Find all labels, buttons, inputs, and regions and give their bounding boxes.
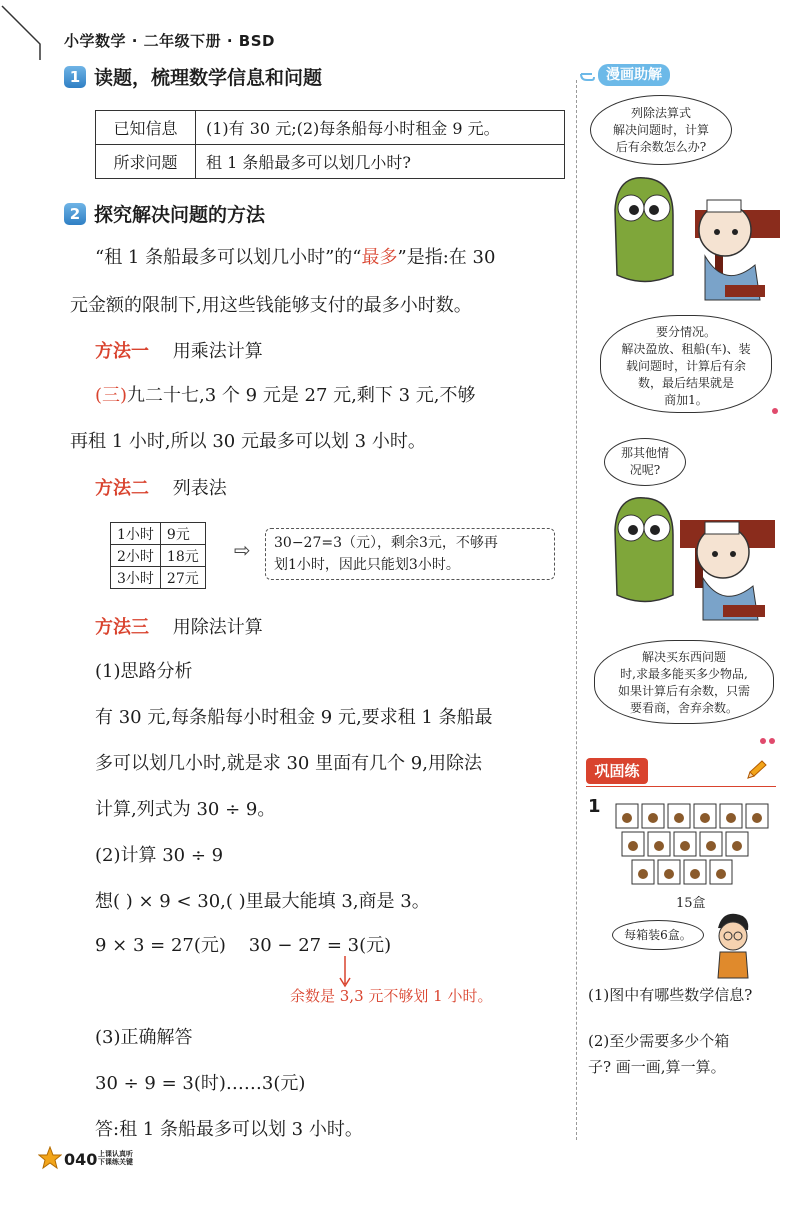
question-1: (1)图中有哪些数学信息?: [588, 986, 753, 1004]
page-corner-decoration: [0, 0, 60, 60]
speech-bubble-question: 列除法算式 解决问题时，计算 后有余数怎么办?: [590, 95, 732, 165]
page-number: 040: [64, 1150, 98, 1169]
info-value: (1)有 30 元;(2)每条船每小时租金 9 元。: [196, 111, 565, 145]
method-2-heading: 方法二 列表法: [95, 478, 227, 499]
highlight-word: 最多: [361, 247, 398, 268]
section-2-number: 2: [64, 203, 86, 225]
step-1-label: (1)思路分析: [95, 661, 193, 682]
info-key: 已知信息: [96, 111, 196, 145]
speech-bubble-other-cases: 那其他情 况呢?: [604, 438, 686, 486]
calc-line: 9 × 3 = 27(元) 30 − 27 = 3(元): [95, 935, 392, 956]
exercise-tag: 巩固练: [586, 758, 648, 784]
method-1-heading: 方法一 用乘法计算: [95, 341, 263, 362]
section-1-number: 1: [64, 66, 86, 88]
speech-bubble-shopping: 解决买东西问题 时,求最多能买多少物品, 如果计算后有余数，只需 要看商，舍弃余数。: [594, 640, 774, 724]
method-3-heading: 方法三 用除法计算: [95, 617, 263, 638]
decorative-dot: [772, 408, 778, 414]
comic-panel-1-illustration: [595, 170, 785, 325]
comic-help-tag: 漫画助解: [598, 64, 670, 86]
section-1-title: 读题，梳理数学信息和问题: [94, 67, 323, 89]
table-row: [96, 145, 565, 179]
known-info-table: [95, 110, 565, 179]
step-2-label: (2)计算 30 ÷ 9: [95, 845, 224, 866]
step-3-label: (3)正确解答: [95, 1027, 193, 1048]
question-2-line-1: (2)至少需要多少个箱: [588, 1032, 730, 1050]
think-line: 想( ) × 9 < 30,( )里最大能填 3,商是 3。: [95, 891, 430, 912]
boy-character: [708, 910, 758, 980]
table-row: 2小时 18元: [111, 545, 206, 567]
table-row: 1小时 9元: [111, 523, 206, 545]
hand-pointer-icon: [578, 64, 598, 84]
pencil-icon: [744, 758, 770, 782]
decorative-dot: [760, 738, 766, 744]
table-row: [96, 111, 565, 145]
milk-cartons-illustration: [612, 796, 778, 892]
answer-equation: 30 ÷ 9 = 3(时)……3(元): [95, 1073, 306, 1094]
section-2-title: 探究解决问题的方法: [94, 204, 266, 226]
remainder-note: 余数是 3,3 元不够划 1 小时。: [290, 987, 493, 1005]
exercise-number: 1: [588, 796, 601, 817]
question-2-line-2: 子? 画一画,算一算。: [588, 1058, 726, 1076]
star-badge-icon: [38, 1146, 62, 1170]
list-method-explanation: 30−27=3（元），剩余3元，不够再 划1小时，因此只能划3小时。: [265, 528, 555, 580]
arrow-right-icon: ⇨: [234, 538, 251, 562]
method-1-line-1: (三)九二十七,3 个 9 元是 27 元,剩下 3 元,不够: [95, 385, 476, 406]
footer-slogan: 上课认真听 下课练关键: [98, 1150, 133, 1166]
answer-sentence: 答:租 1 条船最多可以划 3 小时。: [95, 1119, 363, 1140]
analysis-line-1: 有 30 元,每条船每小时租金 9 元,要求租 1 条船最: [95, 707, 493, 728]
hours-price-table: [110, 522, 206, 589]
analysis-line-2: 多可以划几小时,就是求 30 里面有几个 9,用除法: [95, 753, 482, 774]
intro-line-1: “租 1 条船最多可以划几小时”的“最多”是指:在 30: [95, 247, 496, 268]
info-key: 所求问题: [96, 145, 196, 179]
sidebar-divider: [576, 80, 577, 1140]
speech-bubble-answer: 要分情况。 解决盈放、租船(车)、装 载问题时，计算后有余 数，最后结果就是 商加1。: [600, 315, 772, 413]
decorative-dot: [769, 738, 775, 744]
carton-count-label: 15盒: [676, 896, 706, 911]
book-header: 小学数学 · 二年级下册 · BSD: [64, 32, 275, 50]
comic-panel-2-illustration: [595, 490, 785, 640]
table-row: 3小时 27元: [111, 567, 206, 589]
analysis-line-3: 计算,列式为 30 ÷ 9。: [95, 799, 276, 820]
kid-speech-bubble: 每箱装6盒。: [612, 920, 704, 950]
intro-line-2: 元金额的限制下,用这些钱能够支付的最多小时数。: [70, 295, 472, 316]
method-1-line-2: 再租 1 小时,所以 30 元最多可以划 3 小时。: [70, 431, 426, 452]
exercise-rule: [586, 786, 776, 787]
info-value: 租 1 条船最多可以划几小时?: [196, 145, 565, 179]
